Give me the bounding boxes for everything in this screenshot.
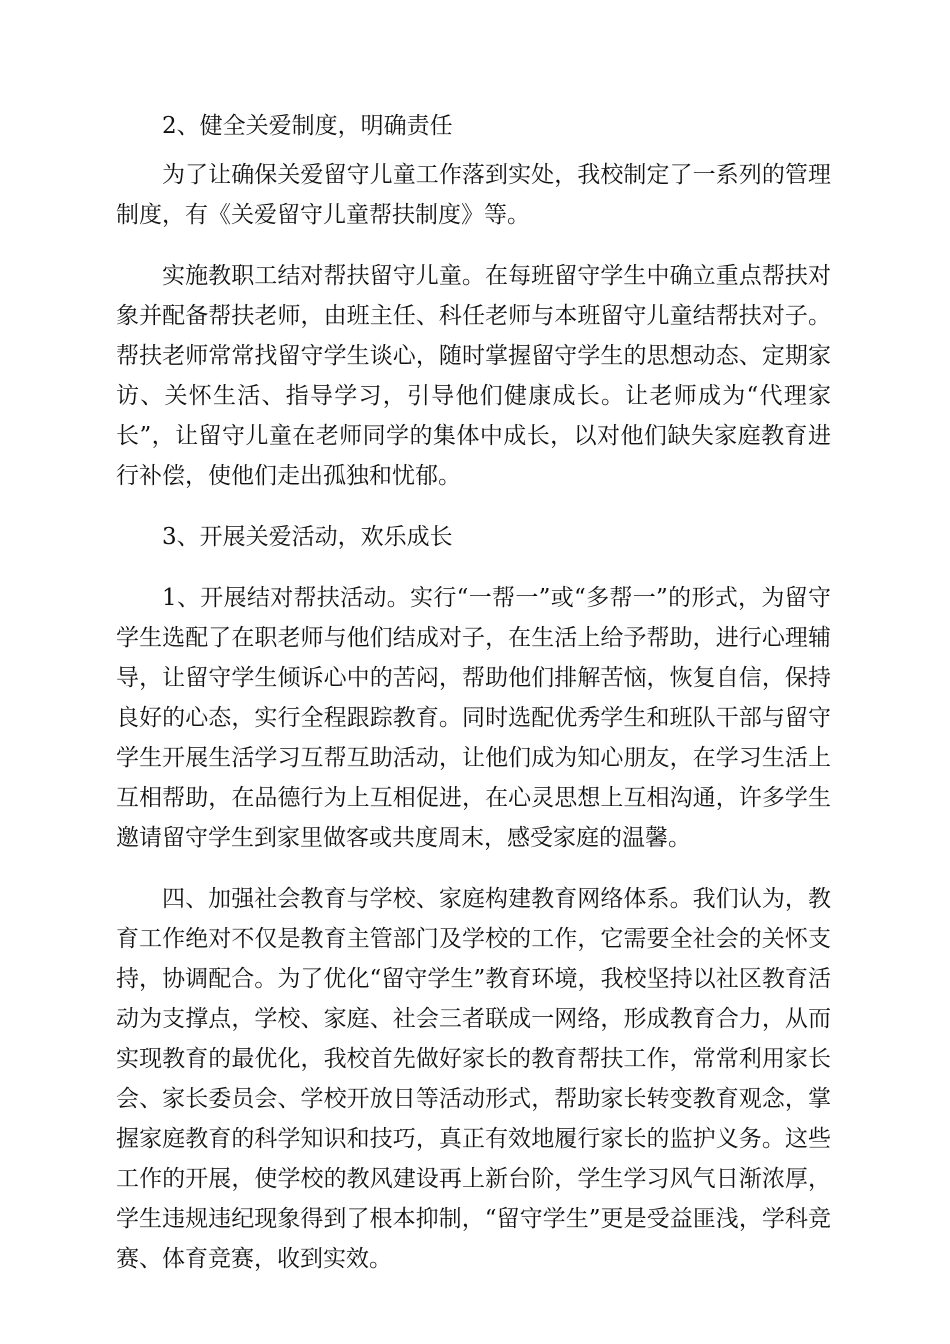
section-heading-2: 2、健全关爱制度，明确责任	[162, 113, 453, 139]
paragraph-teacher-pairing: 实施教职工结对帮扶留守儿童。在每班留守学生中确立重点帮扶对象并配备帮扶老师，由班主任、科任老师与本班留守儿童结帮扶对子。帮扶老师常常找留守学生谈心，随时掌握留守学生的思想动态、定期家访、关怀生活、指导学习，引导他们健康成长。让老师成为“代理家长”，让留守儿童在老师同学的集体中成长，以对他们缺失家庭教育进行补偿，使他们走出孤独和忧郁。	[116, 263, 831, 489]
paragraph-pairing-activities: 1、开展结对帮扶活动。实行“一帮一”或“多帮一”的形式，为留守学生选配了在职老师与他们结成对子，在生活上给予帮助，进行心理辅导，让留守学生倾诉心中的苦闷，帮助他们排解苦恼，恢复自信，保持良好的心态，实行全程跟踪教育。同时选配优秀学生和班队干部与留守学生开展生活学习互帮互助活动，让他们成为知心朋友，在学习生活上互相帮助，在品德行为上互相促进，在心灵思想上互相沟通，许多学生邀请留守学生到家里做客或共度周末，感受家庭的温馨。	[116, 585, 831, 851]
document-page	[116, 106, 831, 1279]
paragraph-care-system: 为了让确保关爱留守儿童工作落到实处，我校制定了一系列的管理制度，有《关爱留守儿童帮扶制度》等。	[116, 162, 831, 228]
section-heading-3: 3、开展关爱活动，欢乐成长	[162, 524, 453, 550]
paragraph-social-education: 四、加强社会教育与学校、家庭构建教育网络体系。我们认为，教育工作绝对不仅是教育主管部门及学校的工作，它需要全社会的关怀支持，协调配合。为了优化“留守学生”教育环境，我校坚持以社区教育活动为支撑点，学校、家庭、社会三者联成一网络，形成教育合力，从而实现教育的最优化，我校首先做好家长的教育帮扶工作，常常利用家长会、家长委员会、学校开放日等活动形式，帮助家长转变教育观念，掌握家庭教育的科学知识和技巧，真正有效地履行家长的监护义务。这些工作的开展，使学校的教风建设再上新台阶，学生学习风气日渐浓厚，学生违规违纪现象得到了根本抑制，“留守学生”更是受益匪浅，学科竞赛、体育竞赛，收到实效。	[116, 886, 831, 1272]
